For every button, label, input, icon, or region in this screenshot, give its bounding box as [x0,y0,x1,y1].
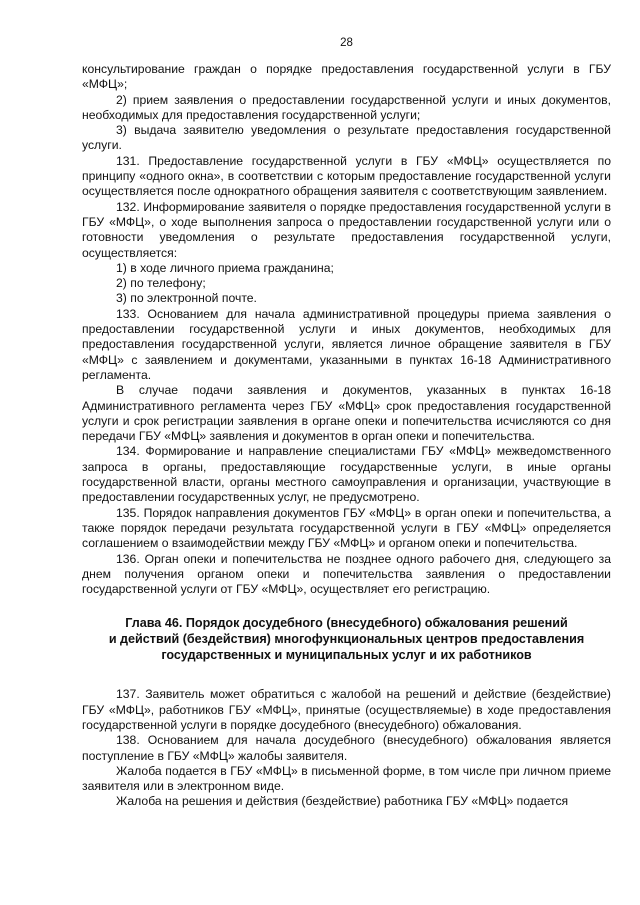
chapter-heading-line: государственных и муниципальных услуг и их работников [161,648,532,663]
chapter-heading [82,615,611,663]
paragraph: 133. Основанием для начала административной процедуры приема заявления о предоставлении государственной услуги и иных документов, необходимых для предоставления государственной услуги, является личное обращение заявителя в ГБУ «МФЦ» с заявлением и документами, указанными в пунктах 16-18 Административного регламента. [82,306,611,382]
paragraph: 134. Формирование и направление специалистами ГБУ «МФЦ» межведомственного запроса в органы, предоставляющие государственные услуги, в иные органы государственной власти, органы местного самоуправления и организации, участвующие в предоставлении государственных услуг, не предусмотрено. [82,444,611,505]
paragraph: В случае подачи заявления и документов, указанных в пунктах 16-18 Административного регламента через ГБУ «МФЦ» срок предоставления государственной услуги и срок регистрации заявления в органе опеки и попечительства исчисляются со дня передачи ГБУ «МФЦ» заявления и документов в орган опеки и попечительства. [82,383,611,444]
paragraph: 3) выдача заявителю уведомления о результате предоставления государственной услуги. [82,123,611,153]
paragraph: 137. Заявитель может обратиться с жалобой на решений и действие (бездействие) ГБУ «МФЦ», работников ГБУ «МФЦ», принятые (осуществляемые) в ходе предоставления государственной услуги в порядке досудебного (внесудебного) обжалования. [82,687,611,732]
paragraph: 3) по электронной почте. [116,291,257,306]
paragraph: Жалоба на решения и действия (бездействие) работника ГБУ «МФЦ» подается [116,794,569,809]
text-block-after [82,687,611,809]
paragraph: 135. Порядок направления документов ГБУ «МФЦ» в орган опеки и попечительства, а также порядок передачи результата государственной услуги в ГБУ «МФЦ» определяется соглашением о взаимодействии между ГБУ «МФЦ» и органом опеки и попечительства. [82,505,611,551]
paragraph: 136. Орган опеки и попечительства не позднее одного рабочего дня, следующего за днем получения органом опеки и попечительства заявления о предоставлении государственной услуги от ГБУ «МФЦ», осуществляет его регистрацию. [82,551,611,597]
paragraph: 132. Информирование заявителя о порядке предоставления государственной услуги в ГБУ «МФЦ», о ходе выполнения запроса о предоставлении государственной услуги или о готовности уведомления о результате предоставления государственной услуги, осуществляется: [82,199,611,260]
page-number: 28 [340,37,353,49]
chapter-heading-line: Глава 46. Порядок досудебного (внесудебного) обжалования решений [125,616,568,631]
paragraph: 1) в ходе личного приема гражданина; [116,260,334,275]
paragraph: Жалоба подается в ГБУ «МФЦ» в письменной форме, в том числе при личном приеме заявителя или в электронном виде. [82,763,611,794]
paragraph: 2) прием заявления о предоставлении государственной услуги и иных документов, необходимых для предоставления государственной услуги; [82,92,611,122]
paragraph: 131. Предоставление государственной услуги в ГБУ «МФЦ» осуществляется по принципу «одного окна», в соответствии с которым предоставление государственной услуги осуществляется после однократного обращения заявителя с соответствующим заявлением. [82,153,611,199]
paragraph: консультирование граждан о порядке предоставления государственной услуги в ГБУ «МФЦ»; [82,62,611,92]
chapter-heading-line: и действий (бездействия) многофункциональных центров предоставления [108,632,585,647]
paragraph: 138. Основанием для начала досудебного (внесудебного) обжалования является поступление в ГБУ «МФЦ» жалобы заявителя. [82,733,611,763]
text-block-before [82,62,611,597]
paragraph: 2) по телефону; [116,276,206,291]
